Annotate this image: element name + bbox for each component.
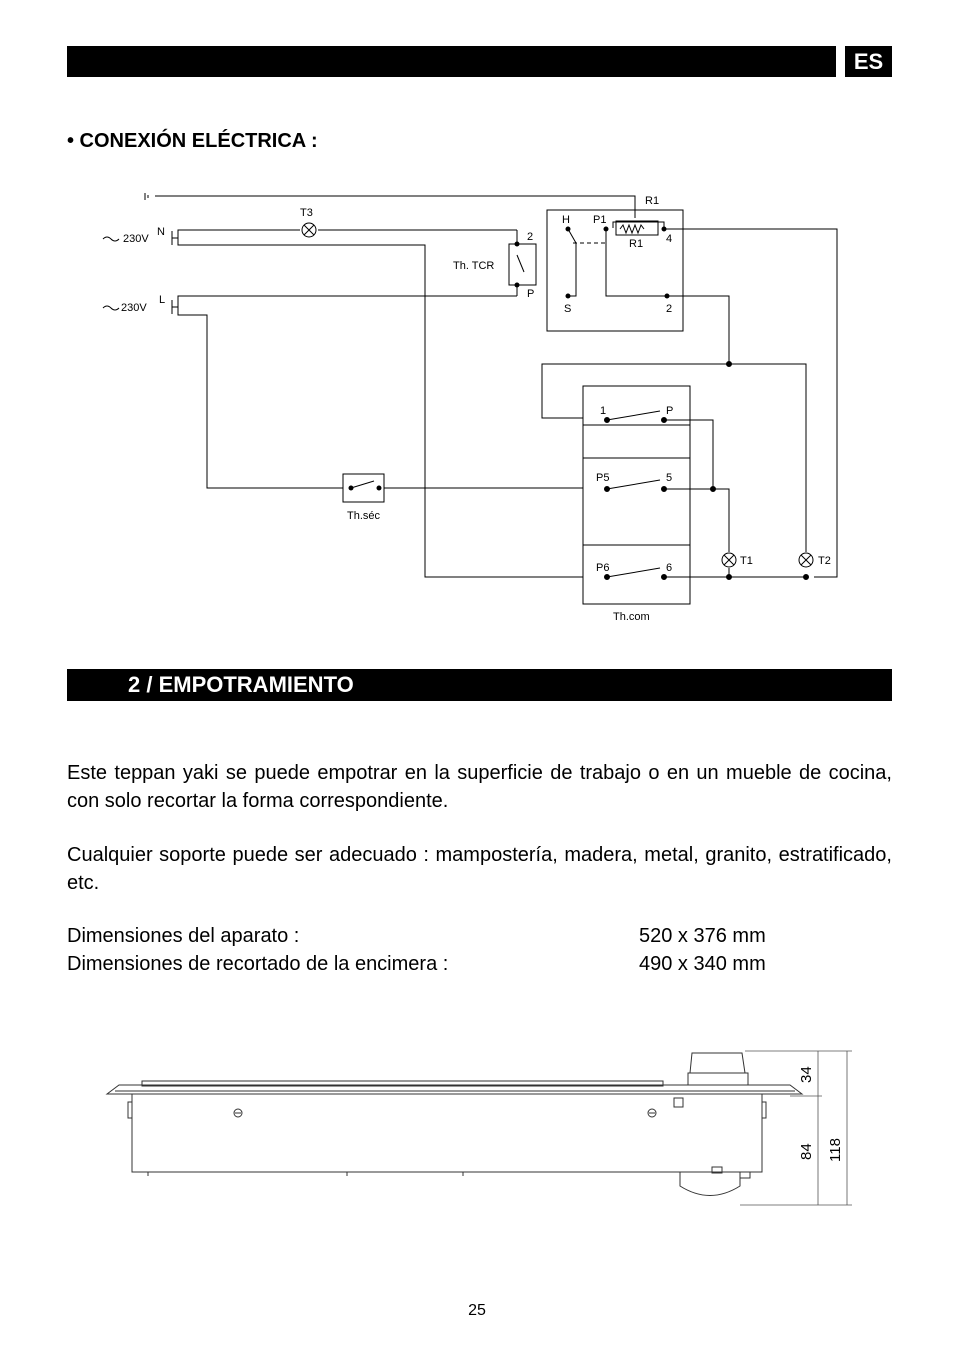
ac-symbol-l — [103, 306, 119, 310]
dimension-value-appliance: 520 x 376 mm — [639, 925, 766, 947]
label-th-tcr: Th. TCR — [453, 260, 495, 272]
label-th-com: Th.com — [613, 611, 650, 623]
section-heading-electrical: • CONEXIÓN ELÉCTRICA : — [67, 130, 318, 152]
label-4: 4 — [666, 233, 673, 245]
dimension-84: 84 — [798, 1143, 815, 1160]
appliance-side-view — [107, 1053, 802, 1196]
lamp-t2 — [799, 553, 813, 567]
label-sw2-left: P5 — [596, 472, 610, 484]
label-r1-top: R1 — [645, 195, 660, 207]
section2-title: 2 / EMPOTRAMIENTO — [128, 672, 354, 697]
label-230v-l: 230V — [121, 302, 147, 314]
label-sw2-right: 5 — [666, 472, 673, 484]
label-t2: T2 — [818, 555, 831, 567]
label-l: L — [159, 294, 166, 306]
earth-symbol — [145, 193, 148, 200]
label-2: 2 — [666, 303, 673, 315]
label-t3: T3 — [300, 207, 313, 219]
language-badge: ES — [845, 46, 892, 77]
dimension-118: 118 — [827, 1138, 844, 1162]
label-230v-n: 230V — [123, 233, 149, 245]
label-sw1-left: 1 — [600, 405, 607, 417]
label-s: S — [564, 303, 572, 315]
label-sw3-left: P6 — [596, 562, 610, 574]
th-tcr-box — [509, 244, 536, 285]
label-n: N — [157, 226, 165, 238]
paragraph-support: Cualquier soporte puede ser adecuado : mampostería, madera, metal, granito, estratificado, etc. — [67, 844, 892, 894]
label-tcr-p: P — [527, 288, 535, 300]
dimension-label-cutout: Dimensiones de recortado de la encimera : — [67, 953, 449, 975]
label-p1: P1 — [593, 214, 607, 226]
resistor-r1 — [620, 225, 644, 233]
page-number: 25 — [468, 1302, 486, 1319]
dimension-label-appliance: Dimensiones del aparato : — [67, 925, 300, 947]
dimension-value-cutout: 490 x 340 mm — [639, 953, 766, 975]
label-th-sec: Th.séc — [347, 510, 381, 522]
lamp-t3 — [302, 223, 316, 237]
label-tcr-2: 2 — [527, 231, 534, 243]
label-sw3-right: 6 — [666, 562, 673, 574]
label-t1: T1 — [740, 555, 753, 567]
label-sw1-right: P — [666, 405, 674, 417]
ac-symbol-n — [103, 237, 119, 241]
paragraph-intro: Este teppan yaki se puede empotrar en la superficie de trabajo o en un mueble de cocina, con solo recortar la forma correspondiente. — [67, 762, 892, 812]
label-r1-inner: R1 — [629, 238, 644, 250]
lamp-t1 — [722, 553, 736, 567]
dimension-lines — [740, 1051, 852, 1205]
dimension-34: 34 — [798, 1066, 815, 1083]
label-h: H — [562, 214, 570, 226]
